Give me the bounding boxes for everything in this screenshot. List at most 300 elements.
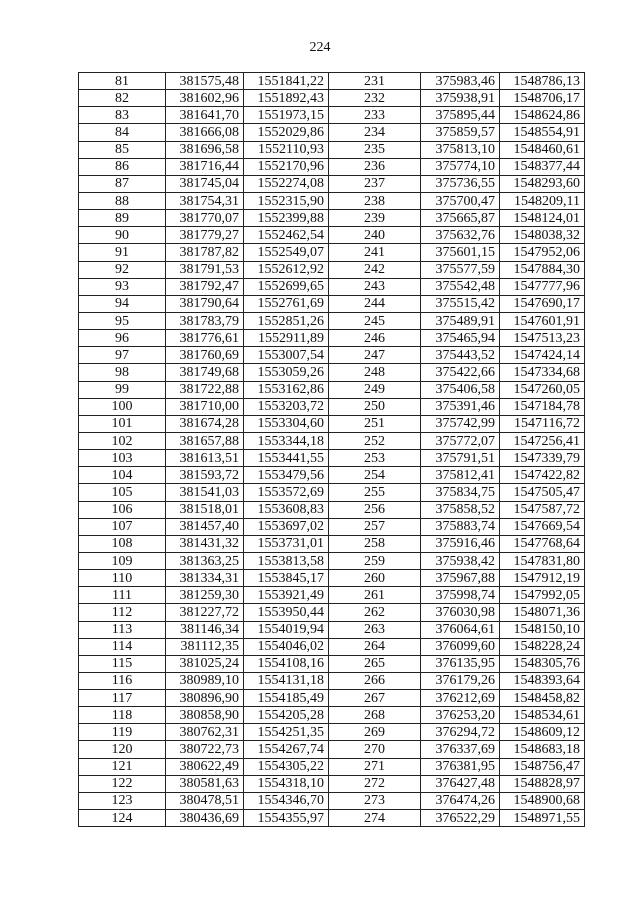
point-number-cell: 260 (329, 570, 421, 587)
coordinates-table-body (79, 73, 585, 827)
point-number-cell: 240 (329, 227, 421, 244)
x-coordinate-cell: 375895,44 (421, 107, 500, 124)
y-coordinate-cell: 1554355,97 (244, 810, 329, 827)
point-number-cell: 234 (329, 124, 421, 141)
point-number-cell: 108 (79, 535, 166, 552)
table-row (79, 141, 585, 158)
point-number-cell: 254 (329, 467, 421, 484)
y-coordinate-cell: 1548038,32 (500, 227, 585, 244)
x-coordinate-cell: 381716,44 (166, 158, 244, 175)
table-row (79, 175, 585, 192)
y-coordinate-cell: 1553304,60 (244, 415, 329, 432)
y-coordinate-cell: 1553203,72 (244, 398, 329, 415)
point-number-cell: 271 (329, 758, 421, 775)
table-row (79, 792, 585, 809)
table-row (79, 73, 585, 90)
y-coordinate-cell: 1553007,54 (244, 347, 329, 364)
y-coordinate-cell: 1553162,86 (244, 381, 329, 398)
y-coordinate-cell: 1547831,80 (500, 552, 585, 569)
x-coordinate-cell: 375515,42 (421, 295, 500, 312)
y-coordinate-cell: 1547768,64 (500, 535, 585, 552)
point-number-cell: 104 (79, 467, 166, 484)
point-number-cell: 269 (329, 724, 421, 741)
x-coordinate-cell: 375859,57 (421, 124, 500, 141)
point-number-cell: 232 (329, 90, 421, 107)
table-row (79, 312, 585, 329)
y-coordinate-cell: 1553608,83 (244, 501, 329, 518)
x-coordinate-cell: 375967,88 (421, 570, 500, 587)
y-coordinate-cell: 1548071,36 (500, 604, 585, 621)
x-coordinate-cell: 376337,69 (421, 741, 500, 758)
y-coordinate-cell: 1547184,78 (500, 398, 585, 415)
y-coordinate-cell: 1551841,22 (244, 73, 329, 90)
x-coordinate-cell: 381791,53 (166, 261, 244, 278)
y-coordinate-cell: 1548534,61 (500, 707, 585, 724)
y-coordinate-cell: 1548786,13 (500, 73, 585, 90)
point-number-cell: 92 (79, 261, 166, 278)
x-coordinate-cell: 375858,52 (421, 501, 500, 518)
y-coordinate-cell: 1548305,76 (500, 655, 585, 672)
x-coordinate-cell: 380581,63 (166, 775, 244, 792)
point-number-cell: 273 (329, 792, 421, 809)
point-number-cell: 82 (79, 90, 166, 107)
table-row (79, 570, 585, 587)
point-number-cell: 235 (329, 141, 421, 158)
point-number-cell: 114 (79, 638, 166, 655)
x-coordinate-cell: 375813,10 (421, 141, 500, 158)
table-row (79, 227, 585, 244)
point-number-cell: 97 (79, 347, 166, 364)
x-coordinate-cell: 381259,30 (166, 587, 244, 604)
point-number-cell: 81 (79, 73, 166, 90)
x-coordinate-cell: 376212,69 (421, 690, 500, 707)
x-coordinate-cell: 381657,88 (166, 432, 244, 449)
point-number-cell: 267 (329, 690, 421, 707)
x-coordinate-cell: 381674,28 (166, 415, 244, 432)
x-coordinate-cell: 380622,49 (166, 758, 244, 775)
point-number-cell: 266 (329, 672, 421, 689)
point-number-cell: 102 (79, 432, 166, 449)
point-number-cell: 265 (329, 655, 421, 672)
table-row (79, 347, 585, 364)
y-coordinate-cell: 1547992,05 (500, 587, 585, 604)
x-coordinate-cell: 376522,29 (421, 810, 500, 827)
y-coordinate-cell: 1548209,11 (500, 192, 585, 209)
x-coordinate-cell: 381776,61 (166, 330, 244, 347)
point-number-cell: 238 (329, 192, 421, 209)
table-row (79, 192, 585, 209)
x-coordinate-cell: 375938,91 (421, 90, 500, 107)
x-coordinate-cell: 381749,68 (166, 364, 244, 381)
y-coordinate-cell: 1552462,54 (244, 227, 329, 244)
point-number-cell: 106 (79, 501, 166, 518)
point-number-cell: 122 (79, 775, 166, 792)
y-coordinate-cell: 1547116,72 (500, 415, 585, 432)
table-row (79, 398, 585, 415)
page-number: 224 (309, 40, 331, 55)
point-number-cell: 115 (79, 655, 166, 672)
point-number-cell: 233 (329, 107, 421, 124)
y-coordinate-cell: 1552761,69 (244, 295, 329, 312)
y-coordinate-cell: 1552399,88 (244, 210, 329, 227)
table-row (79, 758, 585, 775)
point-number-cell: 93 (79, 278, 166, 295)
y-coordinate-cell: 1548377,44 (500, 158, 585, 175)
x-coordinate-cell: 375577,59 (421, 261, 500, 278)
x-coordinate-cell: 381754,31 (166, 192, 244, 209)
x-coordinate-cell: 375742,99 (421, 415, 500, 432)
x-coordinate-cell: 380858,90 (166, 707, 244, 724)
x-coordinate-cell: 376294,72 (421, 724, 500, 741)
x-coordinate-cell: 381641,70 (166, 107, 244, 124)
y-coordinate-cell: 1552851,26 (244, 312, 329, 329)
table-row (79, 741, 585, 758)
y-coordinate-cell: 1548624,86 (500, 107, 585, 124)
y-coordinate-cell: 1548228,24 (500, 638, 585, 655)
point-number-cell: 241 (329, 244, 421, 261)
point-number-cell: 261 (329, 587, 421, 604)
y-coordinate-cell: 1553697,02 (244, 518, 329, 535)
point-number-cell: 85 (79, 141, 166, 158)
x-coordinate-cell: 381666,08 (166, 124, 244, 141)
point-number-cell: 248 (329, 364, 421, 381)
y-coordinate-cell: 1552612,92 (244, 261, 329, 278)
x-coordinate-cell: 381363,25 (166, 552, 244, 569)
y-coordinate-cell: 1551892,43 (244, 90, 329, 107)
table-row (79, 690, 585, 707)
table-row (79, 432, 585, 449)
y-coordinate-cell: 1548900,68 (500, 792, 585, 809)
table-row (79, 381, 585, 398)
point-number-cell: 98 (79, 364, 166, 381)
y-coordinate-cell: 1547334,68 (500, 364, 585, 381)
point-number-cell: 243 (329, 278, 421, 295)
y-coordinate-cell: 1551973,15 (244, 107, 329, 124)
point-number-cell: 239 (329, 210, 421, 227)
x-coordinate-cell: 375489,91 (421, 312, 500, 329)
point-number-cell: 237 (329, 175, 421, 192)
y-coordinate-cell: 1548609,12 (500, 724, 585, 741)
point-number-cell: 116 (79, 672, 166, 689)
point-number-cell: 100 (79, 398, 166, 415)
point-number-cell: 258 (329, 535, 421, 552)
point-number-cell: 101 (79, 415, 166, 432)
x-coordinate-cell: 380436,69 (166, 810, 244, 827)
point-number-cell: 264 (329, 638, 421, 655)
x-coordinate-cell: 381146,34 (166, 621, 244, 638)
y-coordinate-cell: 1553731,01 (244, 535, 329, 552)
y-coordinate-cell: 1548124,01 (500, 210, 585, 227)
point-number-cell: 242 (329, 261, 421, 278)
x-coordinate-cell: 375791,51 (421, 450, 500, 467)
table-row (79, 501, 585, 518)
x-coordinate-cell: 376381,95 (421, 758, 500, 775)
y-coordinate-cell: 1553950,44 (244, 604, 329, 621)
table-row (79, 90, 585, 107)
y-coordinate-cell: 1548756,47 (500, 758, 585, 775)
point-number-cell: 117 (79, 690, 166, 707)
y-coordinate-cell: 1554046,02 (244, 638, 329, 655)
table-row (79, 775, 585, 792)
table-row (79, 210, 585, 227)
point-number-cell: 256 (329, 501, 421, 518)
point-number-cell: 121 (79, 758, 166, 775)
y-coordinate-cell: 1547256,41 (500, 432, 585, 449)
table-row (79, 330, 585, 347)
point-number-cell: 263 (329, 621, 421, 638)
x-coordinate-cell: 375812,41 (421, 467, 500, 484)
y-coordinate-cell: 1547777,96 (500, 278, 585, 295)
table-row (79, 484, 585, 501)
x-coordinate-cell: 375774,10 (421, 158, 500, 175)
point-number-cell: 86 (79, 158, 166, 175)
table-row (79, 295, 585, 312)
table-row (79, 244, 585, 261)
x-coordinate-cell: 375700,47 (421, 192, 500, 209)
x-coordinate-cell: 381760,69 (166, 347, 244, 364)
x-coordinate-cell: 381575,48 (166, 73, 244, 90)
point-number-cell: 120 (79, 741, 166, 758)
x-coordinate-cell: 376474,26 (421, 792, 500, 809)
point-number-cell: 111 (79, 587, 166, 604)
x-coordinate-cell: 375601,15 (421, 244, 500, 261)
x-coordinate-cell: 375443,52 (421, 347, 500, 364)
point-number-cell: 123 (79, 792, 166, 809)
y-coordinate-cell: 1554205,28 (244, 707, 329, 724)
point-number-cell: 91 (79, 244, 166, 261)
point-number-cell: 96 (79, 330, 166, 347)
y-coordinate-cell: 1548828,97 (500, 775, 585, 792)
table-row (79, 415, 585, 432)
point-number-cell: 251 (329, 415, 421, 432)
table-row (79, 518, 585, 535)
y-coordinate-cell: 1552274,08 (244, 175, 329, 192)
y-coordinate-cell: 1553344,18 (244, 432, 329, 449)
y-coordinate-cell: 1547884,30 (500, 261, 585, 278)
table-row (79, 467, 585, 484)
x-coordinate-cell: 375406,58 (421, 381, 500, 398)
x-coordinate-cell: 381334,31 (166, 570, 244, 587)
y-coordinate-cell: 1552170,96 (244, 158, 329, 175)
table-row (79, 158, 585, 175)
x-coordinate-cell: 381431,32 (166, 535, 244, 552)
x-coordinate-cell: 381112,35 (166, 638, 244, 655)
y-coordinate-cell: 1554346,70 (244, 792, 329, 809)
y-coordinate-cell: 1553059,26 (244, 364, 329, 381)
x-coordinate-cell: 375998,74 (421, 587, 500, 604)
y-coordinate-cell: 1553813,58 (244, 552, 329, 569)
table-row (79, 810, 585, 827)
y-coordinate-cell: 1548393,64 (500, 672, 585, 689)
point-number-cell: 87 (79, 175, 166, 192)
y-coordinate-cell: 1548458,82 (500, 690, 585, 707)
x-coordinate-cell: 375916,46 (421, 535, 500, 552)
x-coordinate-cell: 380896,90 (166, 690, 244, 707)
point-number-cell: 268 (329, 707, 421, 724)
table-row (79, 724, 585, 741)
table-row (79, 655, 585, 672)
y-coordinate-cell: 1552315,90 (244, 192, 329, 209)
y-coordinate-cell: 1548971,55 (500, 810, 585, 827)
point-number-cell: 270 (329, 741, 421, 758)
x-coordinate-cell: 381779,27 (166, 227, 244, 244)
y-coordinate-cell: 1547690,17 (500, 295, 585, 312)
x-coordinate-cell: 375983,46 (421, 73, 500, 90)
y-coordinate-cell: 1552699,65 (244, 278, 329, 295)
y-coordinate-cell: 1547912,19 (500, 570, 585, 587)
x-coordinate-cell: 381602,96 (166, 90, 244, 107)
point-number-cell: 118 (79, 707, 166, 724)
coordinates-table (78, 72, 585, 827)
y-coordinate-cell: 1547505,47 (500, 484, 585, 501)
x-coordinate-cell: 381770,07 (166, 210, 244, 227)
point-number-cell: 110 (79, 570, 166, 587)
y-coordinate-cell: 1548293,60 (500, 175, 585, 192)
y-coordinate-cell: 1554318,10 (244, 775, 329, 792)
y-coordinate-cell: 1552110,93 (244, 141, 329, 158)
x-coordinate-cell: 375632,76 (421, 227, 500, 244)
x-coordinate-cell: 381792,47 (166, 278, 244, 295)
point-number-cell: 99 (79, 381, 166, 398)
y-coordinate-cell: 1552549,07 (244, 244, 329, 261)
y-coordinate-cell: 1554185,49 (244, 690, 329, 707)
point-number-cell: 83 (79, 107, 166, 124)
point-number-cell: 109 (79, 552, 166, 569)
y-coordinate-cell: 1554019,94 (244, 621, 329, 638)
x-coordinate-cell: 380762,31 (166, 724, 244, 741)
x-coordinate-cell: 376179,26 (421, 672, 500, 689)
table-row (79, 587, 585, 604)
point-number-cell: 236 (329, 158, 421, 175)
y-coordinate-cell: 1547513,23 (500, 330, 585, 347)
x-coordinate-cell: 375391,46 (421, 398, 500, 415)
point-number-cell: 88 (79, 192, 166, 209)
table-row (79, 672, 585, 689)
y-coordinate-cell: 1547260,05 (500, 381, 585, 398)
x-coordinate-cell: 375542,48 (421, 278, 500, 295)
x-coordinate-cell: 375665,87 (421, 210, 500, 227)
y-coordinate-cell: 1554305,22 (244, 758, 329, 775)
table-row (79, 261, 585, 278)
point-number-cell: 89 (79, 210, 166, 227)
x-coordinate-cell: 381457,40 (166, 518, 244, 535)
y-coordinate-cell: 1552911,89 (244, 330, 329, 347)
y-coordinate-cell: 1553572,69 (244, 484, 329, 501)
y-coordinate-cell: 1547952,06 (500, 244, 585, 261)
point-number-cell: 246 (329, 330, 421, 347)
point-number-cell: 259 (329, 552, 421, 569)
point-number-cell: 124 (79, 810, 166, 827)
point-number-cell: 113 (79, 621, 166, 638)
point-number-cell: 274 (329, 810, 421, 827)
x-coordinate-cell: 381518,01 (166, 501, 244, 518)
y-coordinate-cell: 1554131,18 (244, 672, 329, 689)
x-coordinate-cell: 376030,98 (421, 604, 500, 621)
x-coordinate-cell: 381783,79 (166, 312, 244, 329)
x-coordinate-cell: 376099,60 (421, 638, 500, 655)
table-row (79, 450, 585, 467)
point-number-cell: 249 (329, 381, 421, 398)
y-coordinate-cell: 1552029,86 (244, 124, 329, 141)
point-number-cell: 244 (329, 295, 421, 312)
point-number-cell: 107 (79, 518, 166, 535)
x-coordinate-cell: 376135,95 (421, 655, 500, 672)
point-number-cell: 257 (329, 518, 421, 535)
x-coordinate-cell: 381227,72 (166, 604, 244, 621)
x-coordinate-cell: 375422,66 (421, 364, 500, 381)
x-coordinate-cell: 380478,51 (166, 792, 244, 809)
point-number-cell: 231 (329, 73, 421, 90)
point-number-cell: 95 (79, 312, 166, 329)
point-number-cell: 272 (329, 775, 421, 792)
y-coordinate-cell: 1548706,17 (500, 90, 585, 107)
table-row (79, 638, 585, 655)
point-number-cell: 245 (329, 312, 421, 329)
y-coordinate-cell: 1548460,61 (500, 141, 585, 158)
y-coordinate-cell: 1553441,55 (244, 450, 329, 467)
y-coordinate-cell: 1547587,72 (500, 501, 585, 518)
point-number-cell: 119 (79, 724, 166, 741)
x-coordinate-cell: 381722,88 (166, 381, 244, 398)
y-coordinate-cell: 1553921,49 (244, 587, 329, 604)
x-coordinate-cell: 376427,48 (421, 775, 500, 792)
x-coordinate-cell: 376253,20 (421, 707, 500, 724)
x-coordinate-cell: 375834,75 (421, 484, 500, 501)
point-number-cell: 105 (79, 484, 166, 501)
x-coordinate-cell: 375772,07 (421, 432, 500, 449)
point-number-cell: 252 (329, 432, 421, 449)
y-coordinate-cell: 1547339,79 (500, 450, 585, 467)
x-coordinate-cell: 376064,61 (421, 621, 500, 638)
x-coordinate-cell: 380722,73 (166, 741, 244, 758)
point-number-cell: 262 (329, 604, 421, 621)
x-coordinate-cell: 375736,55 (421, 175, 500, 192)
x-coordinate-cell: 375883,74 (421, 518, 500, 535)
y-coordinate-cell: 1547422,82 (500, 467, 585, 484)
x-coordinate-cell: 381745,04 (166, 175, 244, 192)
table-row (79, 707, 585, 724)
y-coordinate-cell: 1553845,17 (244, 570, 329, 587)
y-coordinate-cell: 1547601,91 (500, 312, 585, 329)
y-coordinate-cell: 1553479,56 (244, 467, 329, 484)
y-coordinate-cell: 1547669,54 (500, 518, 585, 535)
x-coordinate-cell: 381790,64 (166, 295, 244, 312)
x-coordinate-cell: 381613,51 (166, 450, 244, 467)
point-number-cell: 112 (79, 604, 166, 621)
x-coordinate-cell: 381787,82 (166, 244, 244, 261)
y-coordinate-cell: 1548150,10 (500, 621, 585, 638)
x-coordinate-cell: 381710,00 (166, 398, 244, 415)
table-row (79, 278, 585, 295)
x-coordinate-cell: 381593,72 (166, 467, 244, 484)
x-coordinate-cell: 381541,03 (166, 484, 244, 501)
point-number-cell: 253 (329, 450, 421, 467)
y-coordinate-cell: 1554108,16 (244, 655, 329, 672)
x-coordinate-cell: 381025,24 (166, 655, 244, 672)
point-number-cell: 84 (79, 124, 166, 141)
point-number-cell: 247 (329, 347, 421, 364)
y-coordinate-cell: 1548683,18 (500, 741, 585, 758)
table-row (79, 621, 585, 638)
table-row (79, 535, 585, 552)
table-row (79, 552, 585, 569)
x-coordinate-cell: 381696,58 (166, 141, 244, 158)
point-number-cell: 255 (329, 484, 421, 501)
y-coordinate-cell: 1554251,35 (244, 724, 329, 741)
table-row (79, 364, 585, 381)
point-number-cell: 250 (329, 398, 421, 415)
x-coordinate-cell: 380989,10 (166, 672, 244, 689)
